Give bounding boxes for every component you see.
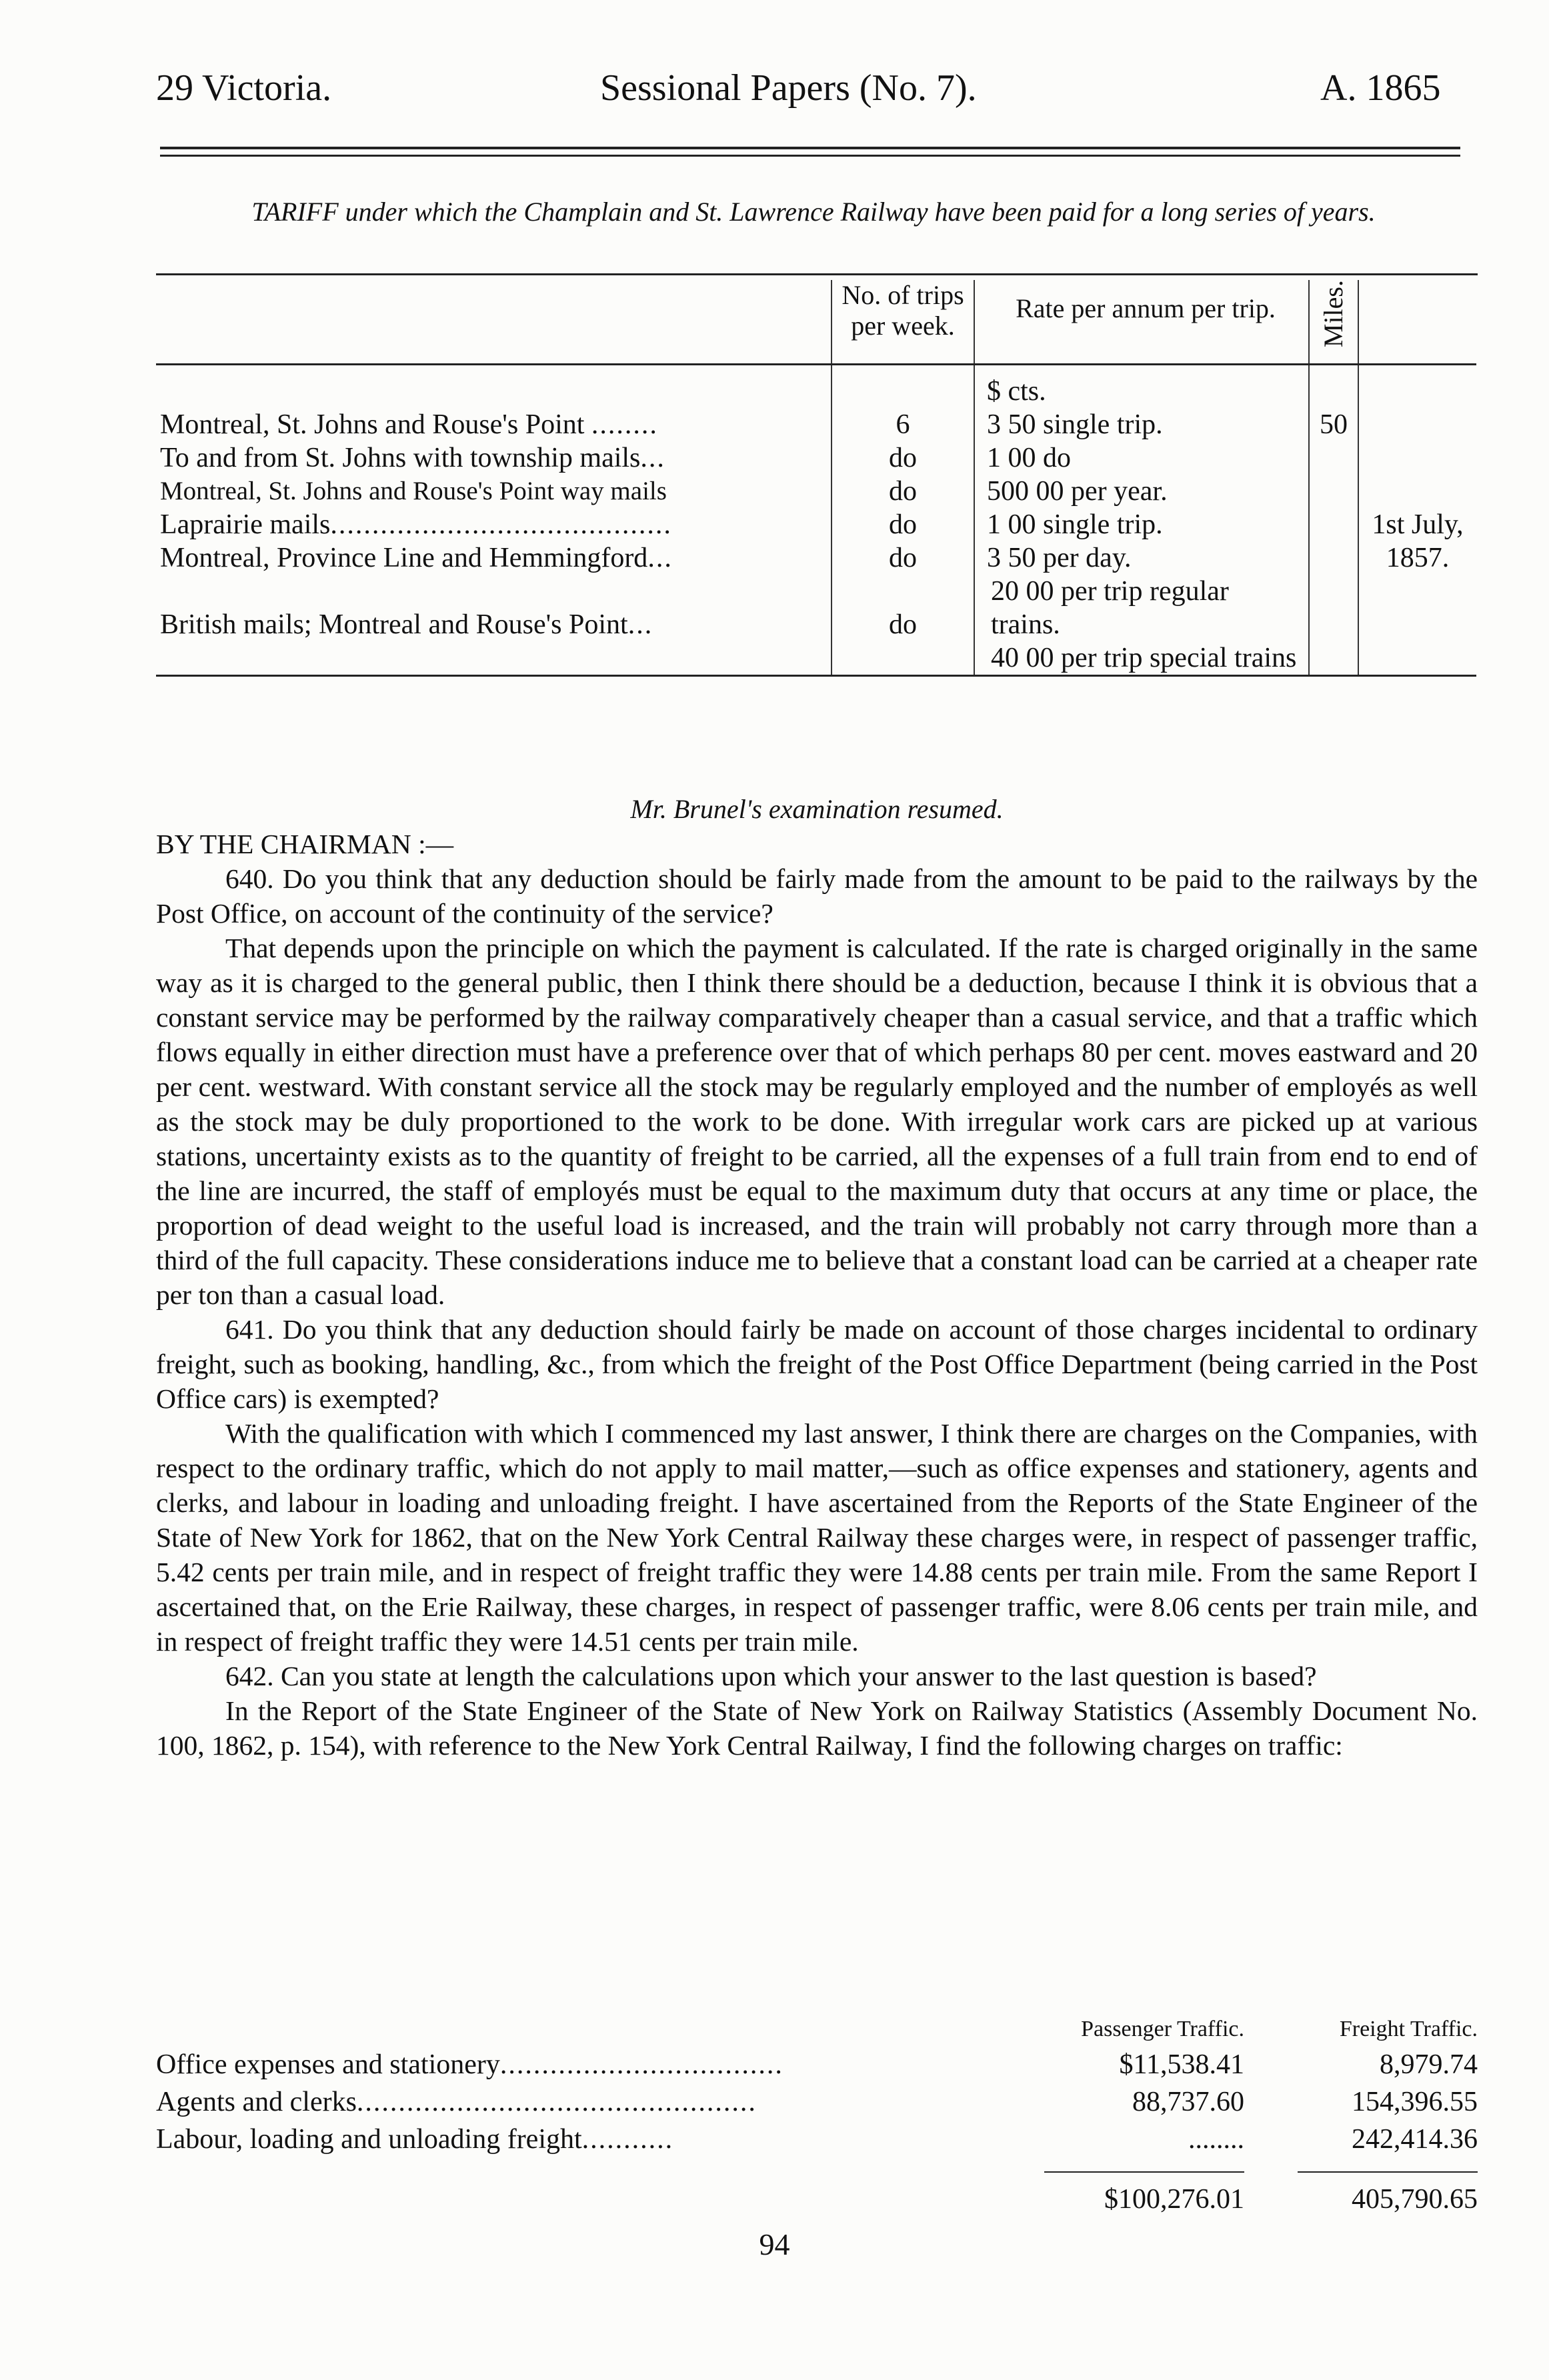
running-head-right: A. 1865 — [1320, 67, 1441, 109]
table-row — [156, 441, 1476, 475]
charges-header-row — [156, 2017, 1478, 2049]
route-name: Montreal, Province Line and Hemmingford — [160, 543, 648, 574]
freight-total: 405,790.65 — [1352, 2184, 1478, 2215]
question-642: 642. Can you state at length the calculations upon which your answer to the last question is based? — [225, 1661, 1317, 1691]
table-row — [156, 2086, 1478, 2123]
date-value: 1st July, 1857. — [1372, 509, 1464, 574]
table-row — [156, 2123, 1478, 2161]
speaker-label: BY THE CHAIRMAN :— — [156, 829, 454, 859]
rate-value-special: 40 00 per trip special trains — [991, 643, 1297, 674]
leader-dots: ........ — [591, 409, 658, 441]
leader-dots: ......................................... — [330, 509, 672, 541]
table-row — [156, 508, 1476, 541]
date-column-header — [1358, 280, 1476, 365]
question-640: 640. Do you think that any deduction should be fairly made from the amount to be paid to the railways by the Post Office, on account of the continuity of the service? — [156, 863, 1478, 929]
rate-value: 500 00 per year. — [974, 475, 1309, 508]
freight-value: 154,396.55 — [1352, 2087, 1478, 2117]
rate-value: 1 00 do — [974, 441, 1309, 475]
miles-header-label: Miles. — [1318, 280, 1348, 348]
page-number: 94 — [759, 2227, 790, 2261]
passenger-value: ........ — [1188, 2124, 1244, 2155]
route-name: To and from St. Johns with township mails — [160, 443, 641, 474]
passenger-value: $11,538.41 — [1119, 2049, 1244, 2080]
table-row — [156, 575, 1476, 676]
route-name: Montreal, St. Johns and Rouse's Point way mails — [160, 477, 667, 506]
passenger-value: 88,737.60 — [1132, 2087, 1244, 2117]
rate-column-header: Rate per annum per trip. — [974, 280, 1309, 365]
tariff-header-row — [156, 280, 1476, 365]
leader-dots: ... — [640, 443, 665, 474]
body-text — [156, 827, 1478, 1763]
passenger-total: $100,276.01 — [1104, 2184, 1244, 2215]
charge-label: Labour, loading and unloading freight — [156, 2124, 582, 2155]
rate-value: 3 50 per day. — [974, 541, 1309, 575]
route-name: British mails; Montreal and Rouse's Point — [160, 609, 628, 641]
totals-row — [156, 2183, 1478, 2221]
freight-value: 8,979.74 — [1380, 2049, 1478, 2080]
freight-total-rule — [1298, 2171, 1478, 2173]
trips-value: do — [832, 541, 974, 575]
header-rule-top — [160, 147, 1460, 149]
route-name: Montreal, St. Johns and Rouse's Point — [160, 409, 585, 441]
tariff-table — [156, 280, 1476, 677]
freight-traffic-header: Freight Traffic. — [1339, 2017, 1478, 2041]
passenger-total-rule — [1044, 2171, 1244, 2173]
currency-row — [156, 365, 1476, 409]
charge-label: Office expenses and stationery — [156, 2049, 500, 2080]
answer-640: That depends upon the principle on which the payment is calculated. If the rate is charged originally in the same way as it is charged to the general public, then I think there should be a deduction, because I think it is obvious that a constant service may be performed by the railway comparatively cheaper than a casual service, and that a traffic which flows equally in either direction must have a preference over that of which perhaps 80 per cent. moves eastward and 20 per cent. westward. With constant service all the stock may be regularly employed and the number of employés as well as the stock may be duly proportioned to the work to be done. With irregular work cars are picked up at various stations, uncertainty exists as to the quantity of freight to be carried, all the expenses of a full train from end to end of the line are incurred, the staff of employés must be equal to the maximum duty that occurs at any time or place, the proportion of dead weight to the useful load is increased, and the train will probably not carry through more than a third of the full capacity. These considerations induce me to believe that a constant load can be carried at a cheaper rate per ton than a casual load. — [156, 933, 1478, 1310]
totals-rule-row — [156, 2161, 1478, 2183]
leader-dots: ................................................ — [356, 2087, 757, 2117]
question-641: 641. Do you think that any deduction should fairly be made on account of those charges incidental to ordinary freight, such as booking, handling, &c., from which the freight of the Post Office Department (being carried in the Post Office cars) is exempted? — [156, 1314, 1478, 1414]
trips-value: do — [832, 475, 974, 508]
table-row — [156, 408, 1476, 441]
trips-column-header: No. of trips per week. — [832, 280, 974, 365]
trips-value: do — [832, 575, 974, 676]
charges-table — [156, 2017, 1478, 2221]
miles-value: 50 — [1309, 408, 1358, 441]
rate-value: 3 50 single trip. — [974, 408, 1309, 441]
header-rule-bottom — [160, 155, 1460, 157]
miles-column-header — [1309, 280, 1358, 365]
trips-value: do — [832, 441, 974, 475]
charge-label: Agents and clerks — [156, 2087, 357, 2117]
table-row — [156, 541, 1476, 575]
tariff-title: TARIFF under which the Champlain and St. Lawrence Railway have been paid for a long series of years. — [251, 197, 1376, 227]
route-column-header — [156, 280, 832, 365]
rate-value-regular: 20 00 per trip regular trains. — [991, 576, 1229, 641]
rate-value: 1 00 single trip. — [974, 508, 1309, 541]
trips-value: do — [832, 508, 974, 541]
running-head-center: Sessional Papers (No. 7). — [600, 67, 977, 109]
leader-dots: ........... — [581, 2124, 674, 2155]
answer-642: In the Report of the State Engineer of the State of New York on Railway Statistics (Assembly Document No. 100, 1862, p. 154), with reference to the New York Central Railway, I find the following charges on traffic: — [156, 1695, 1478, 1761]
table-row — [156, 2049, 1478, 2086]
table-row — [156, 475, 1476, 508]
answer-641: With the qualification with which I commenced my last answer, I think there are charges on the Companies, with respect to the ordinary traffic, which do not apply to mail matter,—such as office expenses and stationery, agents and clerks, and labour in loading and unloading freight. I have ascertained from the Reports of the State Engineer of the State of New York for 1862, that on the New York Central Railway these charges were, in respect of passenger traffic, 5.42 cents per train mile, and in respect of freight traffic they were 14.88 cents per train mile. From the same Report I ascertained that, on the Erie Railway, these charges, in respect of passenger traffic, were 8.06 cents per train mile, and in respect of freight traffic they were 14.51 cents per train mile. — [156, 1418, 1478, 1657]
passenger-traffic-header: Passenger Traffic. — [1081, 2017, 1244, 2041]
leader-dots: ... — [627, 609, 653, 641]
route-name: Laprairie mails — [160, 509, 331, 541]
leader-dots: .................................. — [499, 2049, 784, 2080]
tariff-title-rule — [156, 273, 1478, 275]
currency-label: $ cts. — [974, 365, 1309, 409]
running-head-left: 29 Victoria. — [156, 67, 332, 109]
trips-value: 6 — [832, 408, 974, 441]
section-caption: Mr. Brunel's examination resumed. — [630, 794, 1004, 824]
freight-value: 242,414.36 — [1352, 2124, 1478, 2155]
leader-dots: ... — [647, 543, 673, 574]
